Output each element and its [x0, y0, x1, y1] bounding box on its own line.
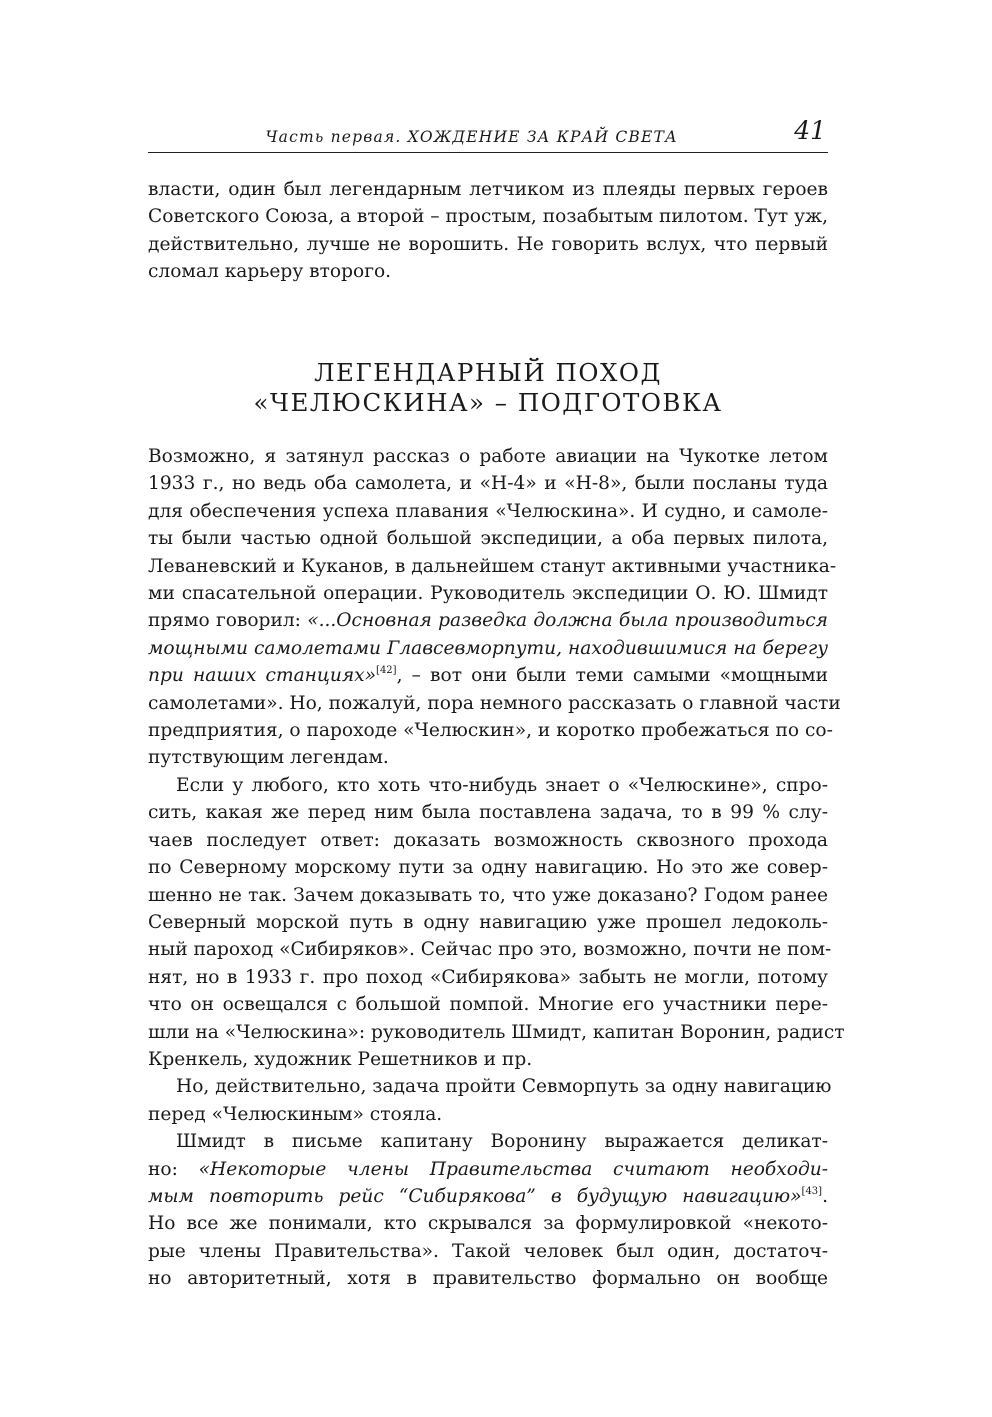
text-line: самолетами». Но, пожалуй, пора немного рассказать о главной части	[148, 692, 841, 714]
text-line: для обеспечения успеха плавания «Челюскина». И судно, и самоле-	[148, 500, 828, 522]
section-heading-line: ЛЕГЕНДАРНЫЙ ПОХОД	[314, 358, 662, 387]
text-line: но авторитетный, хотя в правительство формально он вообще	[148, 1268, 828, 1290]
text-line: нят, но в 1933 г. про поход «Сибирякова» забыть не могли, потому	[148, 966, 828, 988]
text-line: перед «Челюскиным» стояла.	[148, 1103, 443, 1125]
text-run: прямо говорил:	[148, 610, 308, 632]
section-heading	[148, 358, 828, 418]
text-line: что он освещался с большой помпой. Многие его участники пере-	[148, 994, 828, 1016]
text-line: сломал карьеру второго.	[148, 261, 392, 283]
text-line: Леваневский и Куканов, в дальнейшем станут активными участника-	[148, 555, 837, 577]
text-line: Если у любого, кто хоть что-нибудь знает о «Челюскине», спро-	[176, 774, 828, 796]
text-line: шли на «Челюскина»: руководитель Шмидт, капитан Воронин, радист	[148, 1021, 845, 1043]
intro-paragraph	[148, 176, 828, 286]
text-line: по Северному морскому пути за одну навигацию. Но это же совер-	[148, 857, 828, 879]
text-line: Но все же понимали, кто скрывался за формулировкой «некото-	[148, 1213, 828, 1235]
text-line: власти, один был легендарным летчиком из плеяды первых героев	[148, 179, 828, 200]
quote-text: мощными самолетами Главсевморпути, находившимися на берегу	[148, 637, 828, 659]
text-line: предприятия, о пароходе «Челюскин», и коротко пробежаться по со-	[148, 720, 833, 742]
footnote-ref: [42]	[376, 665, 397, 677]
text-line: сить, какая же перед ним была поставлена задача, то в 99 % слу-	[148, 802, 828, 824]
text-line: ный пароход «Сибиряков». Сейчас про это, возможно, почти не пом-	[148, 939, 832, 961]
text-line: путствующим легендам.	[148, 747, 389, 769]
running-title: Часть первая. ХОЖДЕНИЕ ЗА КРАЙ СВЕТА	[265, 128, 678, 146]
text-line: Возможно, я затянул рассказ о работе авиации на Чукотке летом	[148, 446, 828, 467]
footnote-ref: [43]	[801, 1185, 823, 1197]
text-line	[148, 1183, 828, 1210]
text-line: Шмидт в письме капитану Воронину выражается деликат-	[176, 1131, 828, 1153]
text-line	[148, 607, 828, 634]
text-line: 1933 г., но ведь оба самолета, и «Н-4» и «Н-8», были посланы туда	[148, 473, 828, 495]
text-line	[148, 662, 828, 689]
text-run: , – вот они были теми самыми «мощными	[396, 665, 828, 687]
quote-text: при наших станциях»	[148, 665, 377, 687]
text-line: ты были частью одной большой экспедиции, а оба первых пилота,	[148, 528, 828, 550]
text-line: действительно, лучше не ворошить. Не говорить вслух, что первый	[148, 233, 828, 255]
body-text	[148, 443, 845, 1293]
text-line: Северный морской путь в одну навигацию уже прошел ледоколь-	[148, 911, 828, 933]
section-heading-line: «ЧЕЛЮСКИНА» – ПОДГОТОВКА	[253, 388, 723, 417]
page-number: 41	[794, 116, 826, 145]
text-line: чаев последует ответ: доказать возможность сквозного прохода	[148, 829, 828, 851]
quote-text: «...Основная разведка должна была производиться	[307, 610, 828, 632]
text-run: .	[822, 1185, 828, 1207]
quote-text: «Некоторые члены Правительства считают необходи-	[198, 1158, 829, 1180]
text-run: но:	[148, 1158, 199, 1180]
text-line: ми спасательной операции. Руководитель экспедиции О. Ю. Шмидт	[148, 583, 828, 605]
text-line: Но, действительно, задача пройти Севморпуть за одну навигацию	[176, 1076, 832, 1098]
quote-text: мым повторить рейс “Сибирякова” в будущую навигацию»	[148, 1185, 802, 1207]
text-line	[148, 635, 828, 662]
text-line: рые члены Правительства». Такой человек был один, достаточ-	[148, 1240, 828, 1262]
text-line: Советского Союза, а второй – простым, позабытым пилотом. Тут уж,	[148, 206, 829, 228]
running-header	[148, 116, 828, 153]
text-line	[148, 1156, 828, 1183]
text-line: Кренкель, художник Решетников и пр.	[148, 1048, 533, 1070]
text-line: шенно не так. Зачем доказывать то, что уже доказано? Годом ранее	[148, 884, 828, 906]
